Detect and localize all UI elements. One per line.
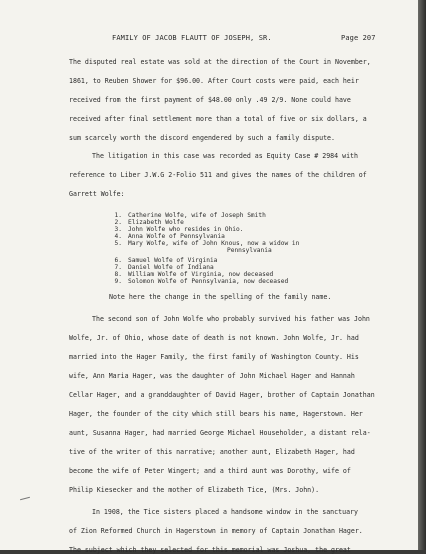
paragraph-line: tive of the writer of this narrative; another aunt, Elizabeth Hager, had: [69, 448, 355, 456]
margin-mark: [20, 497, 30, 500]
list-text: Elizabeth Wolfe: [128, 219, 184, 226]
list-text: Daniel Wolfe of Indiana: [128, 264, 214, 271]
paragraph-line: of Zion Reformed Church in Hagerstown in memory of Captain Jonathan Hager.: [69, 527, 363, 535]
paragraph-line: wife, Ann Maria Hager, was the daughter of John Michael Hager and Hannah: [69, 372, 355, 380]
paragraph-line: reference to Liber J.W.G 2-Folio 511 and gives the names of the children of: [69, 171, 367, 179]
page-number: Page 207: [341, 34, 376, 42]
list-text: Samuel Wolfe of Virginia: [128, 257, 218, 264]
list-item: [109, 226, 243, 233]
list-number: 4.: [114, 233, 122, 240]
list-number: 7.: [114, 264, 122, 271]
paragraph-line: In 1908, the Tice sisters placed a handsome window in the sanctuary: [92, 508, 358, 516]
paragraph-line: 1861, to Reuben Shower for $96.00. After Court costs were paid, each heir: [69, 77, 359, 85]
paragraph-line: Philip Kiesecker and the mother of Elizabeth Tice, (Mrs. John).: [69, 486, 320, 494]
paragraph-line: become the wife of Peter Wingert; and a third aunt was Dorothy, wife of: [69, 467, 351, 475]
paragraph-line: aunt, Susanna Hager, had married George Michael Householder, a distant rela-: [69, 429, 371, 437]
paragraph-line: The litigation in this case was recorded as Equity Case # 2984 with: [92, 152, 358, 160]
list-number: 2.: [114, 219, 122, 226]
paragraph-line: The subject which they selected for this memorial was Joshua, the great: [69, 546, 351, 554]
list-text: John Wolfe who resides in Ohio.: [128, 226, 244, 233]
paragraph-line: Garrett Wolfe:: [69, 190, 125, 198]
list-item: [109, 212, 266, 219]
paragraph-line: received after final settlement more than a total of five or six dollars, a: [69, 115, 367, 123]
note-line: Note here the change in the spelling of the family name.: [109, 293, 332, 301]
paragraph-line: received from the first payment of $48.00 only .49 2/9. None could have: [69, 96, 351, 104]
list-text: Solomon Wolfe of Pennsylvania, now deceased: [128, 278, 289, 285]
paragraph-line: The disputed real estate was sold at the direction of the Court in November,: [69, 58, 371, 66]
list-item: [109, 257, 217, 264]
list-number: 1.: [114, 212, 122, 219]
paragraph-line: sum scarcely worth the discord engendered by such a family dispute.: [69, 134, 335, 142]
list-number: 6.: [114, 257, 122, 264]
list-item: [109, 278, 288, 285]
paragraph-line: married into the Hager Family, the first family of Washington County. His: [69, 353, 359, 361]
paragraph-line: Hager, the founder of the city which still bears his name, Hagerstown. Her: [69, 410, 363, 418]
list-item: [109, 233, 225, 240]
list-number: 3.: [114, 226, 122, 233]
paragraph-line: The second son of John Wolfe who probably survived his father was John: [92, 315, 370, 323]
list-text: Catherine Wolfe, wife of Joseph Smith: [128, 212, 266, 219]
paragraph-line: Cellar Hager, and a granddaughter of David Hager, brother of Captain Jonathan: [69, 391, 375, 399]
book-edge-shadow: [418, 0, 426, 550]
list-number: 5.: [114, 240, 122, 247]
list-text: Anna Wolfe of Pennsylvania: [128, 233, 225, 240]
list-number: 9.: [114, 278, 122, 285]
list-item: [109, 219, 184, 226]
list-item: [109, 271, 273, 278]
list-number: 8.: [114, 271, 122, 278]
list-item: [109, 264, 214, 271]
list-text: William Wolfe of Virginia, now deceased: [128, 271, 274, 278]
list-item-continuation: Pennsylvania: [227, 247, 272, 254]
page-title: FAMILY OF JACOB FLAUTT OF JOSEPH, SR.: [112, 34, 272, 42]
paragraph-line: Wolfe, Jr. of Ohio, whose date of death is not known. John Wolfe, Jr. had: [69, 334, 359, 342]
list-item: [109, 240, 299, 247]
list-text: Mary Wolfe, wife of John Knous, now a widow in: [128, 240, 300, 247]
